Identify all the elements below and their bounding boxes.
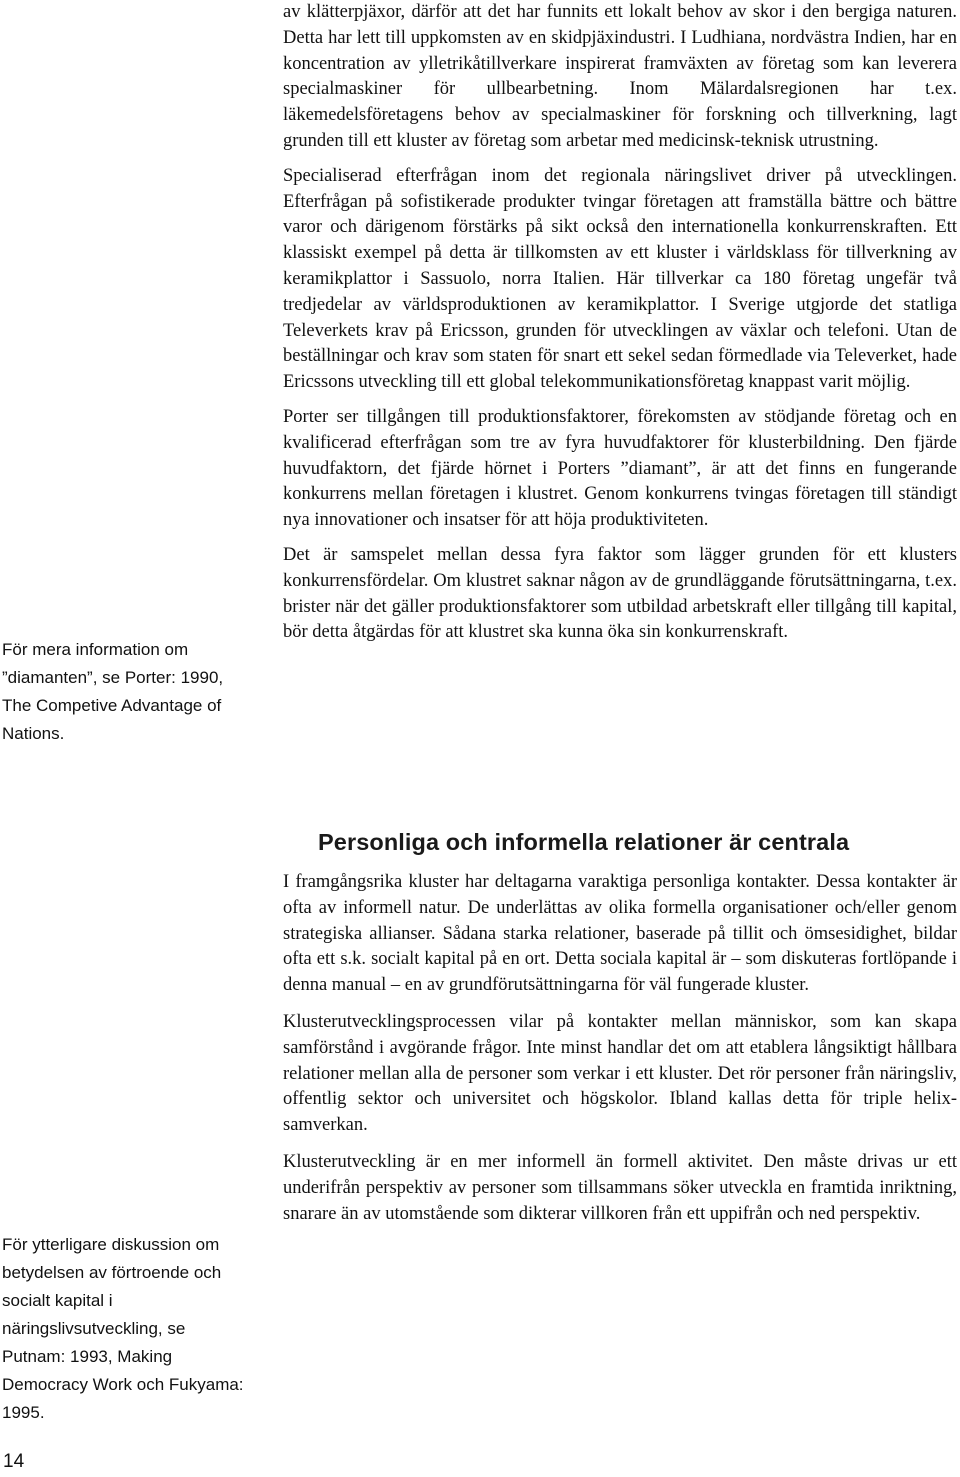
- body-paragraph: Porter ser tillgången till produktionsfaktorer, förekomsten av stödjande företag och en kvalificerad efterfrågan som tre av fyra huvudfaktorer för klusterbildning. Den fjärde huvudfaktorn, det fjärde hörnet i Porters ”diamant”, är att det finns en fungerande konkurrens mellan företagen i klustret. Genom konkurrens tvingas företagen till ständigt nya innovationer och insatser för att höja produktiviteten.: [283, 406, 957, 531]
- margin-note-putnam-reference: [2, 1231, 252, 1427]
- margin-note-porter-reference: [2, 636, 242, 748]
- section-heading: Personliga och informella relationer är centrala: [318, 829, 850, 855]
- main-text-column-bottom: [283, 870, 957, 1227]
- body-paragraph: Det är samspelet mellan dessa fyra faktor som lägger grunden för ett klusters konkurrensfördelar. Om klustret saknar någon av de grundläggande förutsättningarna, t.ex. brister när det gäller produktionsfaktorer som utbildad arbetskraft eller tillgång till kapital, bör detta åtgärdas för att klustret ska kunna öka sin konkurrenskraft.: [283, 544, 957, 643]
- main-text-column-top: [283, 0, 957, 646]
- body-paragraph: Specialiserad efterfrågan inom det regionala näringslivet driver på utvecklingen. Efterfrågan på sofistikerade produkter tvingar företagen att framställa bättre och bättre varor och därigenom förstärks på sikt också den internationella konkurrenskraften. Ett klassiskt exempel på detta är tillkomsten av ett kluster i världsklass för tillverkning av keramikplattor i Sassuolo, norra Italien. Här tillverkar ca 180 företag ungefär två tredjedelar av världsproduktionen av keramikplattor. I Sverige utgjorde det statliga Televerkets krav på Ericsson, grunden för utvecklingen av växlar och telefoni. Utan de beställningar och krav som staten för snart ett sekel sedan förmedlade via Televerket, hade Ericssons utveckling till ett global telekommunikationsföretag knappast varit möjlig.: [283, 165, 957, 393]
- body-paragraph: Klusterutvecklingsprocessen vilar på kontakter mellan människor, som kan skapa samförstånd i avgörande frågor. Inte minst handlar det om att etablera långsiktigt hållbara relationer mellan alla de personer som verkar i ett kluster. Det rör personer från näringsliv, offentlig sektor och universitet och högskolor. Ibland kallas detta för triple helix-samverkan.: [283, 1011, 957, 1136]
- body-paragraph: av klätterpjäxor, därför att det har funnits ett lokalt behov av skor i den bergiga naturen. Detta har lett till uppkomsten av en skidpjäxindustri. I Ludhiana, nordvästra Indien, har en koncentration av ylletrikåtillverkare inspirerat framväxten av företag som kan leverera specialmaskiner för ullbearbetning. Inom Mälardalsregionen har t.ex. läkemedelsföretagens behov av specialmaskiner för forskning och tillverkning, lagt grunden till ett kluster av företag som arbetar med medicinsk-teknisk utrustning.: [283, 2, 957, 151]
- body-paragraph: Klusterutveckling är en mer informell än formell aktivitet. Den måste drivas ur ett underifrån perspektiv av personer som tillsammans söker utveckla en framtida inriktning, snarare än av utomstående som dikterar villkoren från ett uppifrån och ned perspektiv.: [283, 1151, 957, 1224]
- body-paragraph: I framgångsrika kluster har deltagarna varaktiga personliga kontakter. Dessa kontakter är ofta av informell natur. De underlättas av olika formella organisationer och/eller genom strategiska allianser. Sådana starka relationer, baserade på tillit och ömsesidighet, bildar ofta ett s.k. socialt kapital på en ort. Detta sociala kapital är – som diskuteras fortlöpande i denna manual – en av grundförutsättningarna för väl fungerade kluster.: [283, 872, 957, 996]
- margin-note-text: För mera information om ”diamanten”, se Porter: 1990, The Competive Advantage of Nations.: [2, 640, 224, 743]
- page-number: 14: [3, 1451, 25, 1472]
- margin-note-text: För ytterligare diskussion om betydelsen av förtroende och socialt kapital i näringslivsutveckling, se Putnam: 1993, Making Democracy Work och Fukyama: 1995.: [2, 1235, 244, 1422]
